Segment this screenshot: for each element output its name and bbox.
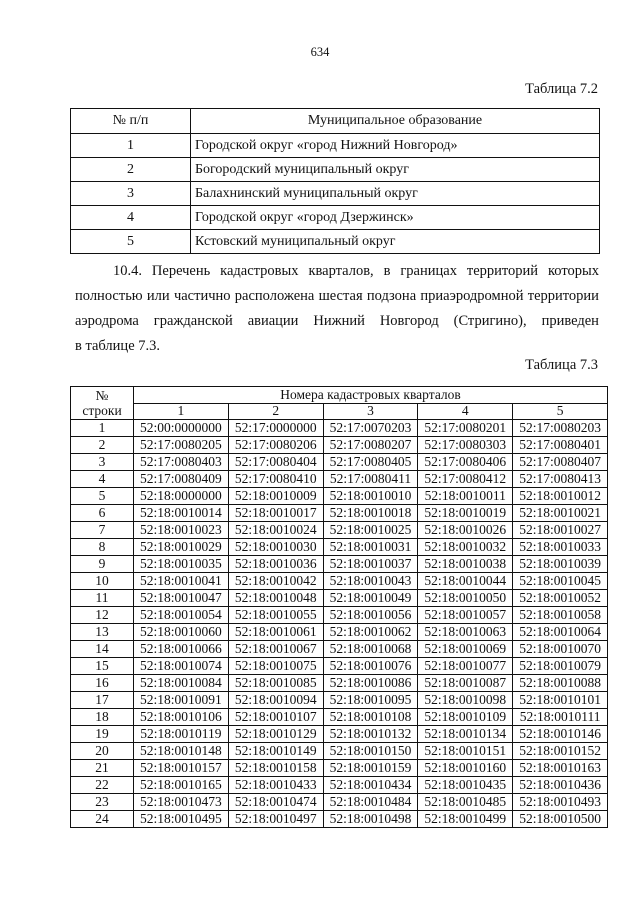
cadastral-number-cell: 52:18:0010019	[418, 505, 513, 522]
table-row	[71, 760, 608, 777]
row-number: 17	[71, 692, 134, 709]
cadastral-number-cell: 52:17:0080413	[513, 471, 608, 488]
cadastral-number-cell: 52:17:0080410	[228, 471, 323, 488]
row-number: 2	[71, 437, 134, 454]
cadastral-number-cell: 52:17:0080406	[418, 454, 513, 471]
cadastral-number-cell: 52:18:0010474	[228, 794, 323, 811]
table-7-3-caption: Таблица 7.3	[525, 357, 598, 373]
header-row-number	[71, 387, 134, 420]
cadastral-number-cell: 52:18:0010473	[134, 794, 229, 811]
row-number: 11	[71, 590, 134, 607]
table-row	[71, 675, 608, 692]
header-row-number-line2: строки	[82, 403, 122, 418]
table-row	[71, 658, 608, 675]
row-number: 7	[71, 522, 134, 539]
cadastral-number-cell: 52:18:0010434	[323, 777, 418, 794]
cadastral-number-cell: 52:18:0010010	[323, 488, 418, 505]
cadastral-number-cell: 52:17:0080207	[323, 437, 418, 454]
row-number: 16	[71, 675, 134, 692]
paragraph-word: (Стригино),	[453, 313, 527, 329]
row-number: 22	[71, 777, 134, 794]
cadastral-number-cell: 52:18:0010014	[134, 505, 229, 522]
cadastral-number-cell: 52:18:0010086	[323, 675, 418, 692]
cadastral-number-cell: 52:17:0080201	[418, 420, 513, 437]
cadastral-number-cell: 52:18:0010052	[513, 590, 608, 607]
paragraph-word: территории	[527, 288, 599, 304]
cadastral-number-cell: 52:18:0010160	[418, 760, 513, 777]
cadastral-number-cell: 52:18:0010061	[228, 624, 323, 641]
row-number: 1	[71, 134, 191, 158]
paragraph-word: 10.4.	[113, 263, 142, 279]
paragraph-word: территорий	[466, 263, 539, 279]
paragraph-word: кварталов,	[308, 263, 374, 279]
paragraph-line	[75, 309, 599, 334]
cadastral-number-cell: 52:18:0010485	[418, 794, 513, 811]
paragraph-word: в таблице 7.3.	[75, 338, 161, 354]
cadastral-number-cell: 52:18:0010085	[228, 675, 323, 692]
cadastral-number-cell: 52:18:0000000	[134, 488, 229, 505]
cadastral-number-cell: 52:18:0010029	[134, 539, 229, 556]
cadastral-number-cell: 52:18:0010433	[228, 777, 323, 794]
paragraph-line	[75, 259, 599, 284]
row-number: 5	[71, 488, 134, 505]
row-number: 14	[71, 641, 134, 658]
cadastral-number-cell: 52:18:0010025	[323, 522, 418, 539]
cadastral-number-cell: 52:18:0010499	[418, 811, 513, 828]
table-row	[71, 573, 608, 590]
cadastral-number-cell: 52:17:0080206	[228, 437, 323, 454]
cadastral-number-cell: 52:18:0010500	[513, 811, 608, 828]
cadastral-number-cell: 52:18:0010026	[418, 522, 513, 539]
row-number: 21	[71, 760, 134, 777]
cadastral-number-cell: 52:18:0010484	[323, 794, 418, 811]
cadastral-number-cell: 52:18:0010109	[418, 709, 513, 726]
cadastral-number-cell: 52:18:0010036	[228, 556, 323, 573]
row-number: 15	[71, 658, 134, 675]
cadastral-number-cell: 52:18:0010077	[418, 658, 513, 675]
cadastral-number-cell: 52:18:0010021	[513, 505, 608, 522]
table-row	[71, 726, 608, 743]
cadastral-number-cell: 52:18:0010009	[228, 488, 323, 505]
table-row	[71, 471, 608, 488]
section-paragraph	[75, 259, 599, 359]
header-cadastral-numbers: Номера кадастровых кварталов	[134, 387, 608, 404]
cadastral-number-cell: 52:18:0010132	[323, 726, 418, 743]
table-row	[71, 505, 608, 522]
cadastral-number-cell: 52:18:0010134	[418, 726, 513, 743]
cadastral-number-cell: 52:18:0010091	[134, 692, 229, 709]
cadastral-number-cell: 52:18:0010076	[323, 658, 418, 675]
cadastral-number-cell: 52:17:0000000	[228, 420, 323, 437]
row-number: 3	[71, 182, 191, 206]
cadastral-number-cell: 52:18:0010031	[323, 539, 418, 556]
cadastral-number-cell: 52:18:0010027	[513, 522, 608, 539]
cadastral-number-cell: 52:17:0070203	[323, 420, 418, 437]
table-row	[71, 794, 608, 811]
cadastral-number-cell: 52:17:0080412	[418, 471, 513, 488]
cadastral-number-cell: 52:00:0000000	[134, 420, 229, 437]
paragraph-word: частично	[173, 288, 231, 304]
cadastral-number-cell: 52:18:0010158	[228, 760, 323, 777]
paragraph-word: Нижний	[313, 313, 365, 329]
table-header-row	[71, 109, 600, 134]
cadastral-number-cell: 52:18:0010030	[228, 539, 323, 556]
table-row	[71, 206, 600, 230]
cadastral-number-cell: 52:18:0010149	[228, 743, 323, 760]
row-number: 2	[71, 158, 191, 182]
column-number: 1	[134, 403, 229, 420]
cadastral-number-cell: 52:18:0010101	[513, 692, 608, 709]
paragraph-word: в	[383, 263, 391, 279]
paragraph-word: полностью	[75, 288, 143, 304]
row-number: 23	[71, 794, 134, 811]
paragraph-line	[75, 334, 599, 359]
cadastral-number-cell: 52:18:0010129	[228, 726, 323, 743]
cadastral-number-cell: 52:18:0010062	[323, 624, 418, 641]
header-number: № п/п	[71, 109, 191, 134]
cadastral-number-cell: 52:18:0010037	[323, 556, 418, 573]
header-municipality: Муниципальное образование	[191, 109, 600, 134]
paragraph-line	[75, 284, 599, 309]
cadastral-number-cell: 52:18:0010035	[134, 556, 229, 573]
cadastral-number-cell: 52:18:0010146	[513, 726, 608, 743]
cadastral-number-cell: 52:17:0080403	[134, 454, 229, 471]
cadastral-number-cell: 52:18:0010058	[513, 607, 608, 624]
row-number: 9	[71, 556, 134, 573]
cadastral-number-cell: 52:18:0010087	[418, 675, 513, 692]
table-row	[71, 182, 600, 206]
table-row	[71, 556, 608, 573]
cadastral-number-cell: 52:18:0010157	[134, 760, 229, 777]
paragraph-word: расположена	[234, 288, 315, 304]
cadastral-number-cell: 52:18:0010011	[418, 488, 513, 505]
table-row	[71, 158, 600, 182]
cadastral-number-cell: 52:18:0010066	[134, 641, 229, 658]
municipality-name: Балахнинский муниципальный округ	[191, 182, 600, 206]
cadastral-number-cell: 52:17:0080404	[228, 454, 323, 471]
cadastral-number-cell: 52:18:0010159	[323, 760, 418, 777]
table-row	[71, 709, 608, 726]
cadastral-number-cell: 52:18:0010032	[418, 539, 513, 556]
cadastral-number-cell: 52:18:0010039	[513, 556, 608, 573]
cadastral-number-cell: 52:17:0080401	[513, 437, 608, 454]
column-number: 4	[418, 403, 513, 420]
cadastral-number-cell: 52:18:0010119	[134, 726, 229, 743]
cadastral-number-cell: 52:18:0010033	[513, 539, 608, 556]
table-row	[71, 230, 600, 254]
cadastral-number-cell: 52:18:0010498	[323, 811, 418, 828]
cadastral-number-cell: 52:18:0010057	[418, 607, 513, 624]
cadastral-number-cell: 52:18:0010088	[513, 675, 608, 692]
cadastral-number-cell: 52:17:0080203	[513, 420, 608, 437]
cadastral-number-cell: 52:18:0010067	[228, 641, 323, 658]
cadastral-number-cell: 52:18:0010012	[513, 488, 608, 505]
cadastral-number-cell: 52:18:0010060	[134, 624, 229, 641]
cadastral-number-cell: 52:18:0010106	[134, 709, 229, 726]
row-number: 4	[71, 206, 191, 230]
cadastral-number-cell: 52:18:0010063	[418, 624, 513, 641]
cadastral-number-cell: 52:18:0010056	[323, 607, 418, 624]
cadastral-number-cell: 52:17:0080409	[134, 471, 229, 488]
cadastral-number-cell: 52:18:0010041	[134, 573, 229, 590]
cadastral-number-cell: 52:18:0010435	[418, 777, 513, 794]
cadastral-number-cell: 52:18:0010151	[418, 743, 513, 760]
table-row	[71, 624, 608, 641]
paragraph-word: шестая	[318, 288, 363, 304]
cadastral-number-cell: 52:17:0080411	[323, 471, 418, 488]
cadastral-number-cell: 52:18:0010070	[513, 641, 608, 658]
table-row	[71, 539, 608, 556]
cadastral-number-cell: 52:18:0010436	[513, 777, 608, 794]
cadastral-number-cell: 52:18:0010074	[134, 658, 229, 675]
row-number: 19	[71, 726, 134, 743]
cadastral-number-cell: 52:18:0010024	[228, 522, 323, 539]
cadastral-number-cell: 52:18:0010107	[228, 709, 323, 726]
paragraph-word: Новгород	[379, 313, 439, 329]
cadastral-number-cell: 52:17:0080407	[513, 454, 608, 471]
paragraph-word: аэродрома	[75, 313, 139, 329]
paragraph-word: границах	[400, 263, 457, 279]
table-row	[71, 522, 608, 539]
paragraph-word: которых	[547, 263, 599, 279]
table-row	[71, 641, 608, 658]
cadastral-number-cell: 52:18:0010047	[134, 590, 229, 607]
cadastral-number-cell: 52:18:0010075	[228, 658, 323, 675]
header-row-number-line1: №	[95, 388, 109, 403]
paragraph-word: приведен	[541, 313, 599, 329]
row-number: 5	[71, 230, 191, 254]
cadastral-number-cell: 52:18:0010497	[228, 811, 323, 828]
row-number: 18	[71, 709, 134, 726]
cadastral-number-cell: 52:18:0010050	[418, 590, 513, 607]
table-row	[71, 488, 608, 505]
paragraph-word: или	[146, 288, 170, 304]
cadastral-number-cell: 52:18:0010493	[513, 794, 608, 811]
cadastral-number-cell: 52:18:0010018	[323, 505, 418, 522]
row-number: 13	[71, 624, 134, 641]
cadastral-number-cell: 52:18:0010111	[513, 709, 608, 726]
cadastral-number-cell: 52:18:0010079	[513, 658, 608, 675]
municipality-name: Городской округ «город Дзержинск»	[191, 206, 600, 230]
cadastral-number-cell: 52:17:0080205	[134, 437, 229, 454]
cadastral-number-cell: 52:18:0010023	[134, 522, 229, 539]
row-number: 1	[71, 420, 134, 437]
paragraph-word: приаэродромной	[420, 288, 524, 304]
cadastral-number-cell: 52:18:0010069	[418, 641, 513, 658]
cadastral-number-cell: 52:18:0010049	[323, 590, 418, 607]
cadastral-number-cell: 52:18:0010068	[323, 641, 418, 658]
paragraph-word: гражданской	[153, 313, 233, 329]
municipality-name: Богородский муниципальный округ	[191, 158, 600, 182]
cadastral-number-cell: 52:18:0010044	[418, 573, 513, 590]
cadastral-number-cell: 52:18:0010495	[134, 811, 229, 828]
cadastral-number-cell: 52:17:0080303	[418, 437, 513, 454]
cadastral-number-cell: 52:18:0010043	[323, 573, 418, 590]
cadastral-number-cell: 52:18:0010163	[513, 760, 608, 777]
table-7-2-caption: Таблица 7.2	[525, 81, 598, 97]
cadastral-number-cell: 52:18:0010045	[513, 573, 608, 590]
cadastral-number-cell: 52:18:0010095	[323, 692, 418, 709]
paragraph-word: подзона	[366, 288, 417, 304]
cadastral-quarters-table	[70, 386, 608, 828]
cadastral-number-cell: 52:18:0010064	[513, 624, 608, 641]
table-row	[71, 134, 600, 158]
cadastral-number-cell: 52:18:0010098	[418, 692, 513, 709]
cadastral-number-cell: 52:18:0010108	[323, 709, 418, 726]
column-number: 3	[323, 403, 418, 420]
cadastral-number-cell: 52:18:0010054	[134, 607, 229, 624]
table-column-number-row	[71, 403, 608, 420]
cadastral-number-cell: 52:18:0010084	[134, 675, 229, 692]
cadastral-number-cell: 52:18:0010048	[228, 590, 323, 607]
row-number: 6	[71, 505, 134, 522]
cadastral-number-cell: 52:18:0010055	[228, 607, 323, 624]
cadastral-number-cell: 52:18:0010042	[228, 573, 323, 590]
cadastral-number-cell: 52:18:0010148	[134, 743, 229, 760]
page-number: 634	[310, 45, 330, 59]
cadastral-number-cell: 52:18:0010152	[513, 743, 608, 760]
municipalities-table	[70, 108, 600, 254]
row-number: 24	[71, 811, 134, 828]
table-row	[71, 420, 608, 437]
cadastral-number-cell: 52:17:0080405	[323, 454, 418, 471]
table-row	[71, 607, 608, 624]
cadastral-table-body	[71, 420, 608, 828]
table-header-row	[71, 387, 608, 404]
table-row	[71, 692, 608, 709]
column-number: 5	[513, 403, 608, 420]
cadastral-number-cell: 52:18:0010038	[418, 556, 513, 573]
cadastral-number-cell: 52:18:0010150	[323, 743, 418, 760]
row-number: 3	[71, 454, 134, 471]
cadastral-number-cell: 52:18:0010017	[228, 505, 323, 522]
paragraph-word: кадастровых	[220, 263, 299, 279]
table-row	[71, 590, 608, 607]
paragraph-word: авиации	[247, 313, 299, 329]
row-number: 4	[71, 471, 134, 488]
paragraph-word: Перечень	[151, 263, 211, 279]
row-number: 10	[71, 573, 134, 590]
table-row	[71, 743, 608, 760]
municipality-name: Кстовский муниципальный округ	[191, 230, 600, 254]
cadastral-number-cell: 52:18:0010165	[134, 777, 229, 794]
table-row	[71, 811, 608, 828]
table-row	[71, 454, 608, 471]
column-number: 2	[228, 403, 323, 420]
table-row	[71, 437, 608, 454]
table-row	[71, 777, 608, 794]
municipality-name: Городской округ «город Нижний Новгород»	[191, 134, 600, 158]
row-number: 12	[71, 607, 134, 624]
cadastral-number-cell: 52:18:0010094	[228, 692, 323, 709]
row-number: 8	[71, 539, 134, 556]
row-number: 20	[71, 743, 134, 760]
